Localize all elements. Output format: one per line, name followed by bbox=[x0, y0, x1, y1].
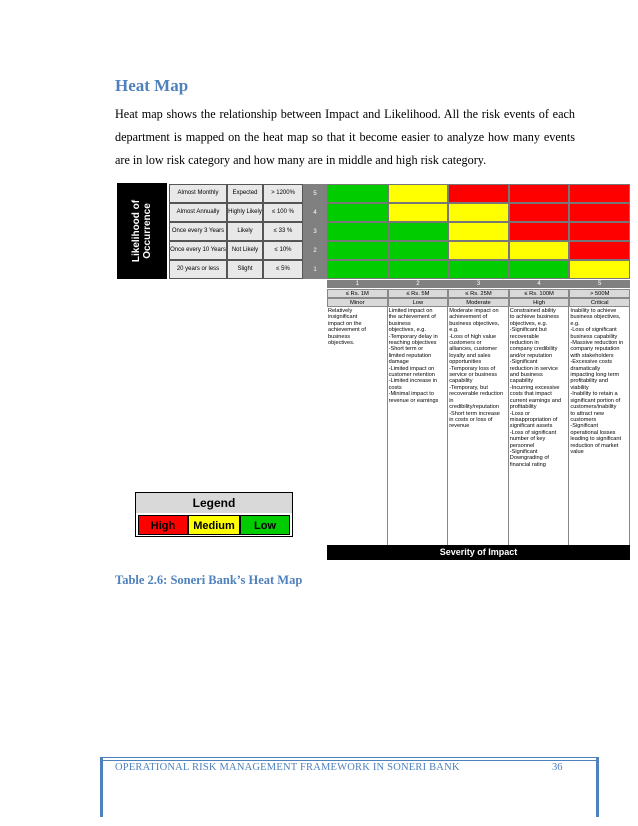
heat-cell bbox=[509, 222, 570, 241]
likelihood-period: Once every 3 Years bbox=[169, 222, 227, 241]
legend-medium: Medium bbox=[188, 515, 240, 535]
likelihood-axis-text: Likelihood of Occurrence bbox=[131, 199, 153, 263]
likelihood-label: Likely bbox=[227, 222, 263, 241]
impact-level: Moderate bbox=[448, 298, 509, 307]
likelihood-period: Almost Monthly bbox=[169, 184, 227, 203]
heat-cell bbox=[388, 184, 449, 203]
legend-title: Legend bbox=[136, 493, 292, 513]
heat-cell bbox=[327, 203, 388, 222]
likelihood-number: 5 bbox=[303, 184, 327, 203]
heat-cell bbox=[448, 184, 509, 203]
legend-low: Low bbox=[240, 515, 290, 535]
impact-number: 3 bbox=[448, 280, 509, 288]
impact-description: Constrained ability to achieve business objectives, e.g. -Significant but recoverable reduction in company credibility and/or reputation -Significant reduction in service and business capability -Incurring excessive costs that impact current earnings and profitability -Loss or misappropriation of significant assets -Loss of significant number of key personnel -Significant Downgrading of financial rating bbox=[509, 307, 570, 545]
impact-level: Critical bbox=[569, 298, 630, 307]
table-caption: Table 2.6: Soneri Bank’s Heat Map bbox=[115, 573, 303, 587]
likelihood-label: Not Likely bbox=[227, 241, 263, 260]
likelihood-label: Slight bbox=[227, 260, 263, 279]
likelihood-number: 4 bbox=[303, 203, 327, 222]
heat-cell bbox=[327, 184, 388, 203]
heat-cell bbox=[509, 241, 570, 260]
impact-number: 2 bbox=[388, 280, 449, 288]
heat-cell bbox=[327, 260, 388, 279]
heat-cell bbox=[388, 222, 449, 241]
likelihood-number: 3 bbox=[303, 222, 327, 241]
heat-cell bbox=[448, 222, 509, 241]
likelihood-threshold: ≤ 33 % bbox=[263, 222, 303, 241]
legend-box bbox=[135, 492, 293, 537]
page-number: 36 bbox=[552, 762, 563, 773]
heat-cell bbox=[569, 222, 630, 241]
impact-amount: ≤ Rs. 1M bbox=[327, 289, 388, 298]
impact-description: Limited impact on the achievement of business objectives, e.g. -Temporary delay in reaching objectives -Short term or limited reputation damage -Limited impact on customer retention -Limited increase in costs -Minimal impact to revenue or earnings bbox=[388, 307, 449, 545]
heat-cell bbox=[569, 260, 630, 279]
legend-high: High bbox=[138, 515, 188, 535]
impact-amount: > 500M bbox=[569, 289, 630, 298]
heat-cell bbox=[569, 241, 630, 260]
heat-cell bbox=[327, 222, 388, 241]
likelihood-threshold: ≤ 10% bbox=[263, 241, 303, 260]
likelihood-period: Once every 10 Years bbox=[169, 241, 227, 260]
heat-cell bbox=[569, 203, 630, 222]
section-heading: Heat Map bbox=[115, 76, 189, 95]
impact-amount: ≤ Rs. 5M bbox=[388, 289, 449, 298]
heat-cell bbox=[327, 241, 388, 260]
likelihood-number: 1 bbox=[303, 260, 327, 279]
impact-amount: ≤ Rs. 100M bbox=[509, 289, 570, 298]
impact-level: High bbox=[509, 298, 570, 307]
likelihood-label: Expected bbox=[227, 184, 263, 203]
severity-axis-label: Severity of Impact bbox=[327, 545, 630, 560]
impact-number: 4 bbox=[509, 280, 570, 288]
likelihood-threshold: > 1200% bbox=[263, 184, 303, 203]
footer-left-bar bbox=[100, 757, 103, 817]
likelihood-threshold: ≤ 100 % bbox=[263, 203, 303, 222]
heat-cell bbox=[509, 260, 570, 279]
heat-cell bbox=[509, 184, 570, 203]
impact-level: Low bbox=[388, 298, 449, 307]
likelihood-threshold: ≤ 5% bbox=[263, 260, 303, 279]
impact-amount: ≤ Rs. 25M bbox=[448, 289, 509, 298]
heat-cell bbox=[509, 203, 570, 222]
impact-description: Inability to achieve business objectives, e.g. -Loss of significant business capability -Massive reduction in company reputation with stakeholders -Excessive costs dramatically impacting long term profitability and viability -Inability to retain a significant portion of customers/inability to attract new customers -Significant operational losses leading to significant reduction of market value bbox=[569, 307, 630, 545]
footer-rule-double bbox=[100, 760, 598, 761]
heat-cell bbox=[448, 203, 509, 222]
heat-cell bbox=[388, 241, 449, 260]
likelihood-axis-label bbox=[117, 183, 167, 279]
footer-title: OPERATIONAL RISK MANAGEMENT FRAMEWORK IN SONERI BANK bbox=[115, 762, 460, 773]
likelihood-number: 2 bbox=[303, 241, 327, 260]
heat-cell bbox=[448, 241, 509, 260]
impact-description: Relatively insignificant impact on the achievement of business objectives. bbox=[327, 307, 388, 545]
likelihood-period: Almost Annually bbox=[169, 203, 227, 222]
intro-paragraph: Heat map shows the relationship between Impact and Likelihood. All the risk events of each department is mapped on the heat map so that it become easier to analyze how many events are in low risk category and how many are in middle and high risk category. bbox=[115, 107, 575, 167]
heat-cell bbox=[388, 203, 449, 222]
likelihood-label: Highly Likely bbox=[227, 203, 263, 222]
impact-number: 1 bbox=[327, 280, 388, 288]
impact-level: Minor bbox=[327, 298, 388, 307]
impact-description: Moderate impact on achievement of business objectives, e.g. -Loss of high value customers or alliances, customer loyalty and sales opportunities -Temporary loss of service or business capability -Temporary, but recoverable reduction in credibility/reputation -Short term increase in costs or loss of revenue bbox=[448, 307, 509, 545]
heat-cell bbox=[388, 260, 449, 279]
impact-number: 5 bbox=[569, 280, 630, 288]
likelihood-period: 20 years or less bbox=[169, 260, 227, 279]
footer-right-bar bbox=[596, 757, 599, 817]
footer-rule bbox=[100, 757, 598, 758]
heat-cell bbox=[448, 260, 509, 279]
heat-cell bbox=[569, 184, 630, 203]
